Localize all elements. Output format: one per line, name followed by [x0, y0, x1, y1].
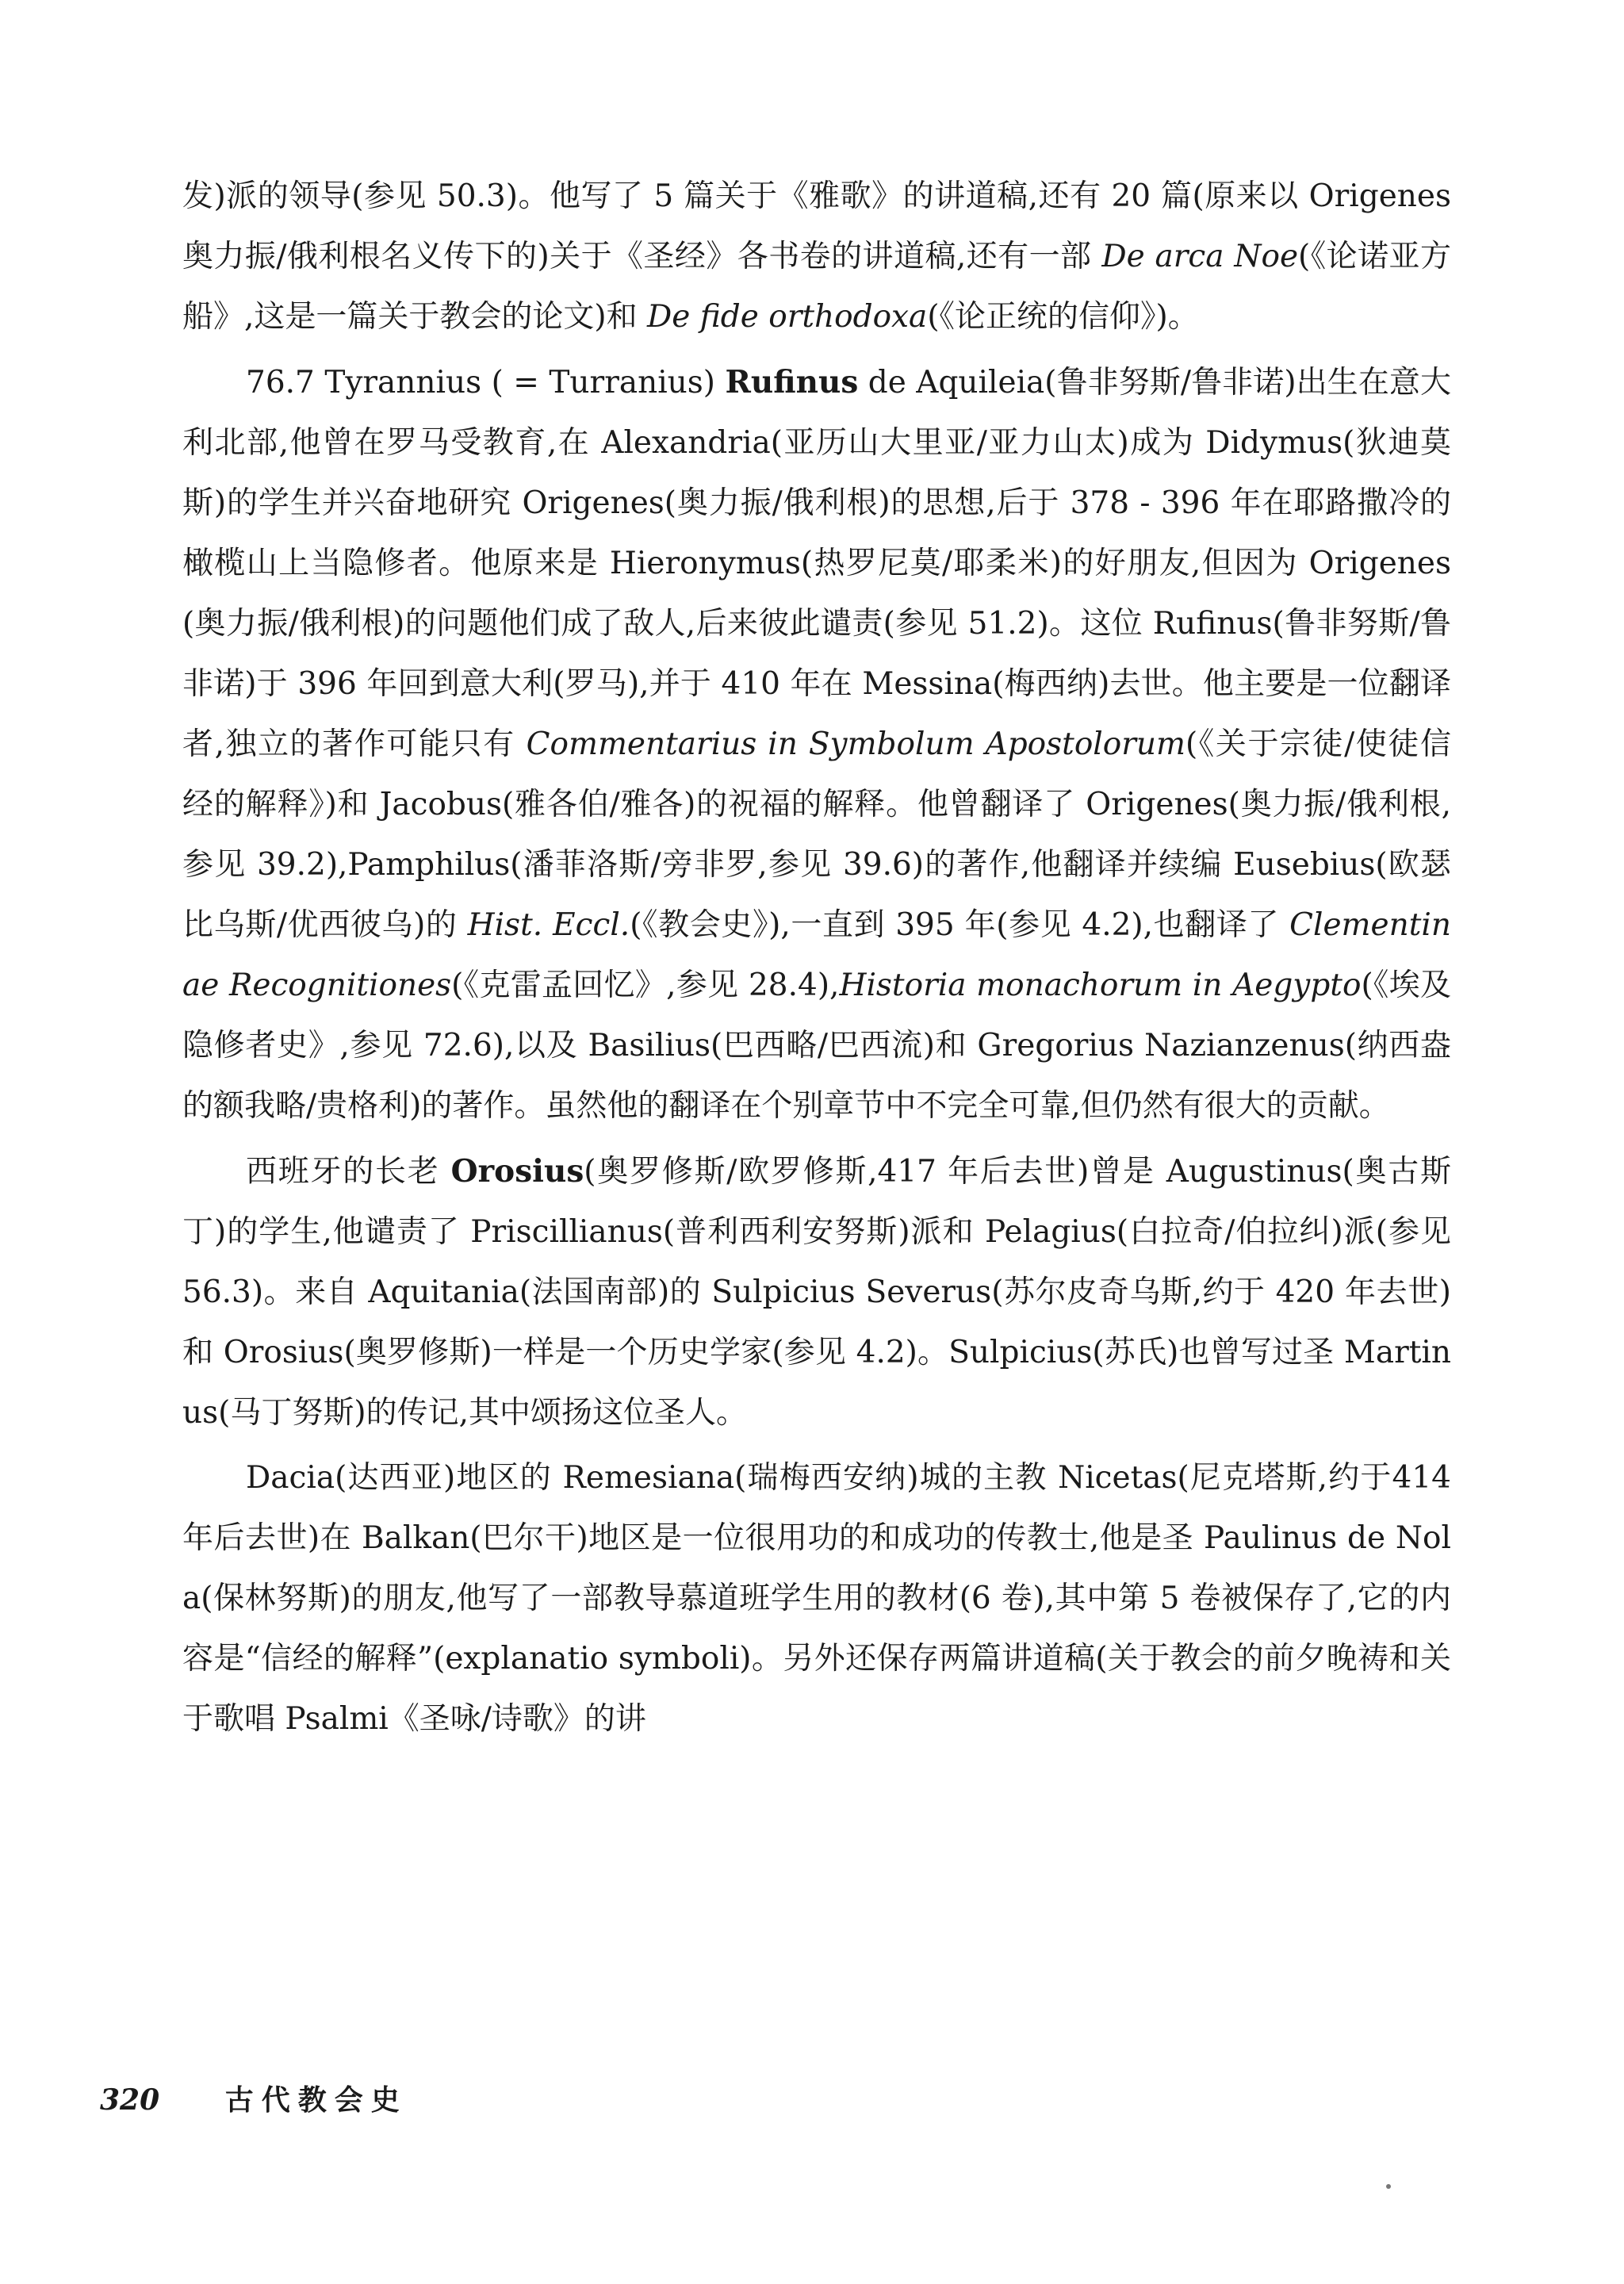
text-run: (《克雷孟回忆》,参见 28.4),: [451, 968, 840, 1003]
paragraph: [182, 352, 1451, 1136]
text-run: 76.7 Tyrannius ( = Turranius): [246, 365, 726, 400]
latin-title: De fide orthodoxa: [647, 299, 928, 335]
person-name: Orosius: [450, 1153, 584, 1190]
text-run: (《论诺亚方船》,这是一篇关于教会的论文)和: [182, 239, 1451, 335]
text-run: 发)派的领导(参见 50.3)。他写了 5 篇关于《雅歌》的讲道稿,还有 20 篇(原来以 Origenes 奥力振/俄利根名义传下的)关于《圣经》各书卷的讲道稿,还有一部: [182, 178, 1451, 274]
text-run: de Aquileia(鲁非努斯/鲁非诺)出生在意大利北部,他曾在罗马受教育,在 Alexandria(亚历山大里亚/亚力山太)成为 Didymus(狄迪莫斯)的学生并兴奋地研究 Origenes(奥力振/俄利根)的思想,后于 378 - 396 年在耶路撒冷的橄榄山上当隐修者。他原来是 Hieronymus(热罗尼莫/耶柔米)的好朋友,但因为 Origenes(奥力振/俄利根)的问题他们成了敌人,后来彼此谴责(参见 51.2)。这位 Rufinus(鲁非努斯/鲁非诺)于 396 年回到意大利(罗马),并于 410 年在 Messina(梅西纳)去世。他主要是一位翻译者,独立的著作可能只有: [182, 365, 1451, 762]
latin-title: Hist. Eccl.: [467, 907, 630, 943]
page-number: 320: [100, 2083, 160, 2117]
running-title: 古代教会史: [224, 2083, 408, 2117]
paragraph: [182, 1141, 1451, 1443]
latin-title: Commentarius in Symbolum Apostolorum: [526, 726, 1186, 762]
text-run: 西班牙的长老: [246, 1154, 451, 1190]
latin-title: Clementinae Recognitiones: [182, 907, 1451, 1003]
latin-title: De arca Noe: [1101, 239, 1299, 274]
body-text: [182, 167, 1451, 1749]
page-footer: [100, 2078, 408, 2118]
latin-title: Historia monachorum in Aegypto: [839, 968, 1362, 1003]
text-run: (《论正统的信仰》)。: [927, 299, 1199, 335]
paragraph: [182, 167, 1451, 347]
person-name: Rufinus: [725, 364, 859, 400]
text-run: (《关于宗徒/使徒信经的解释》)和 Jacobus(雅各伯/雅各)的祝福的解释。他曾翻译了 Origenes(奥力振/俄利根,参见 39.2),Pamphilus(潘菲洛斯/旁非罗,参见 39.6)的著作,他翻译并续编 Eusebius(欧瑟比乌斯/优西彼乌)的: [182, 726, 1452, 943]
text-run: (《埃及隐修者史》,参见 72.6),以及 Basilius(巴西略/巴西流)和 Gregorius Nazianzenus(纳西盎的额我略/贵格利)的著作。虽然他的翻译在个别章节中不完全可靠,但仍然有很大的贡献。: [182, 968, 1451, 1124]
scan-speck: [1386, 2184, 1391, 2189]
text-run: Dacia(达西亚)地区的 Remesiana(瑞梅西安纳)城的主教 Nicetas(尼克塔斯,约于414 年后去世)在 Balkan(巴尔干)地区是一位很用功的和成功的传教士,他是圣 Paulinus de Nola(保林努斯)的朋友,他写了一部教导慕道班学生用的教材(6 卷),其中第 5 卷被保存了,它的内容是“信经的解释”(explanatio symboli)。另外还保存两篇讲道稿(关于教会的前夕晚祷和关于歌唱 Psalmi《圣咏/诗歌》的讲: [182, 1460, 1451, 1737]
paragraph: [182, 1448, 1451, 1749]
text-run: (奥罗修斯/欧罗修斯,417 年后去世)曾是 Augustinus(奥古斯丁)的学生,他谴责了 Priscillianus(普利西利安努斯)派和 Pelagius(白拉奇/伯拉纠)派(参见 56.3)。来自 Aquitania(法国南部)的 Sulpicius Severus(苏尔皮奇乌斯,约于 420 年去世)和 Orosius(奥罗修斯)一样是一个历史学家(参见 4.2)。Sulpicius(苏氏)也曾写过圣 Martinus(马丁努斯)的传记,其中颂扬这位圣人。: [182, 1154, 1451, 1431]
text-run: (《教会史》),一直到 395 年(参见 4.2),也翻译了: [630, 907, 1290, 943]
